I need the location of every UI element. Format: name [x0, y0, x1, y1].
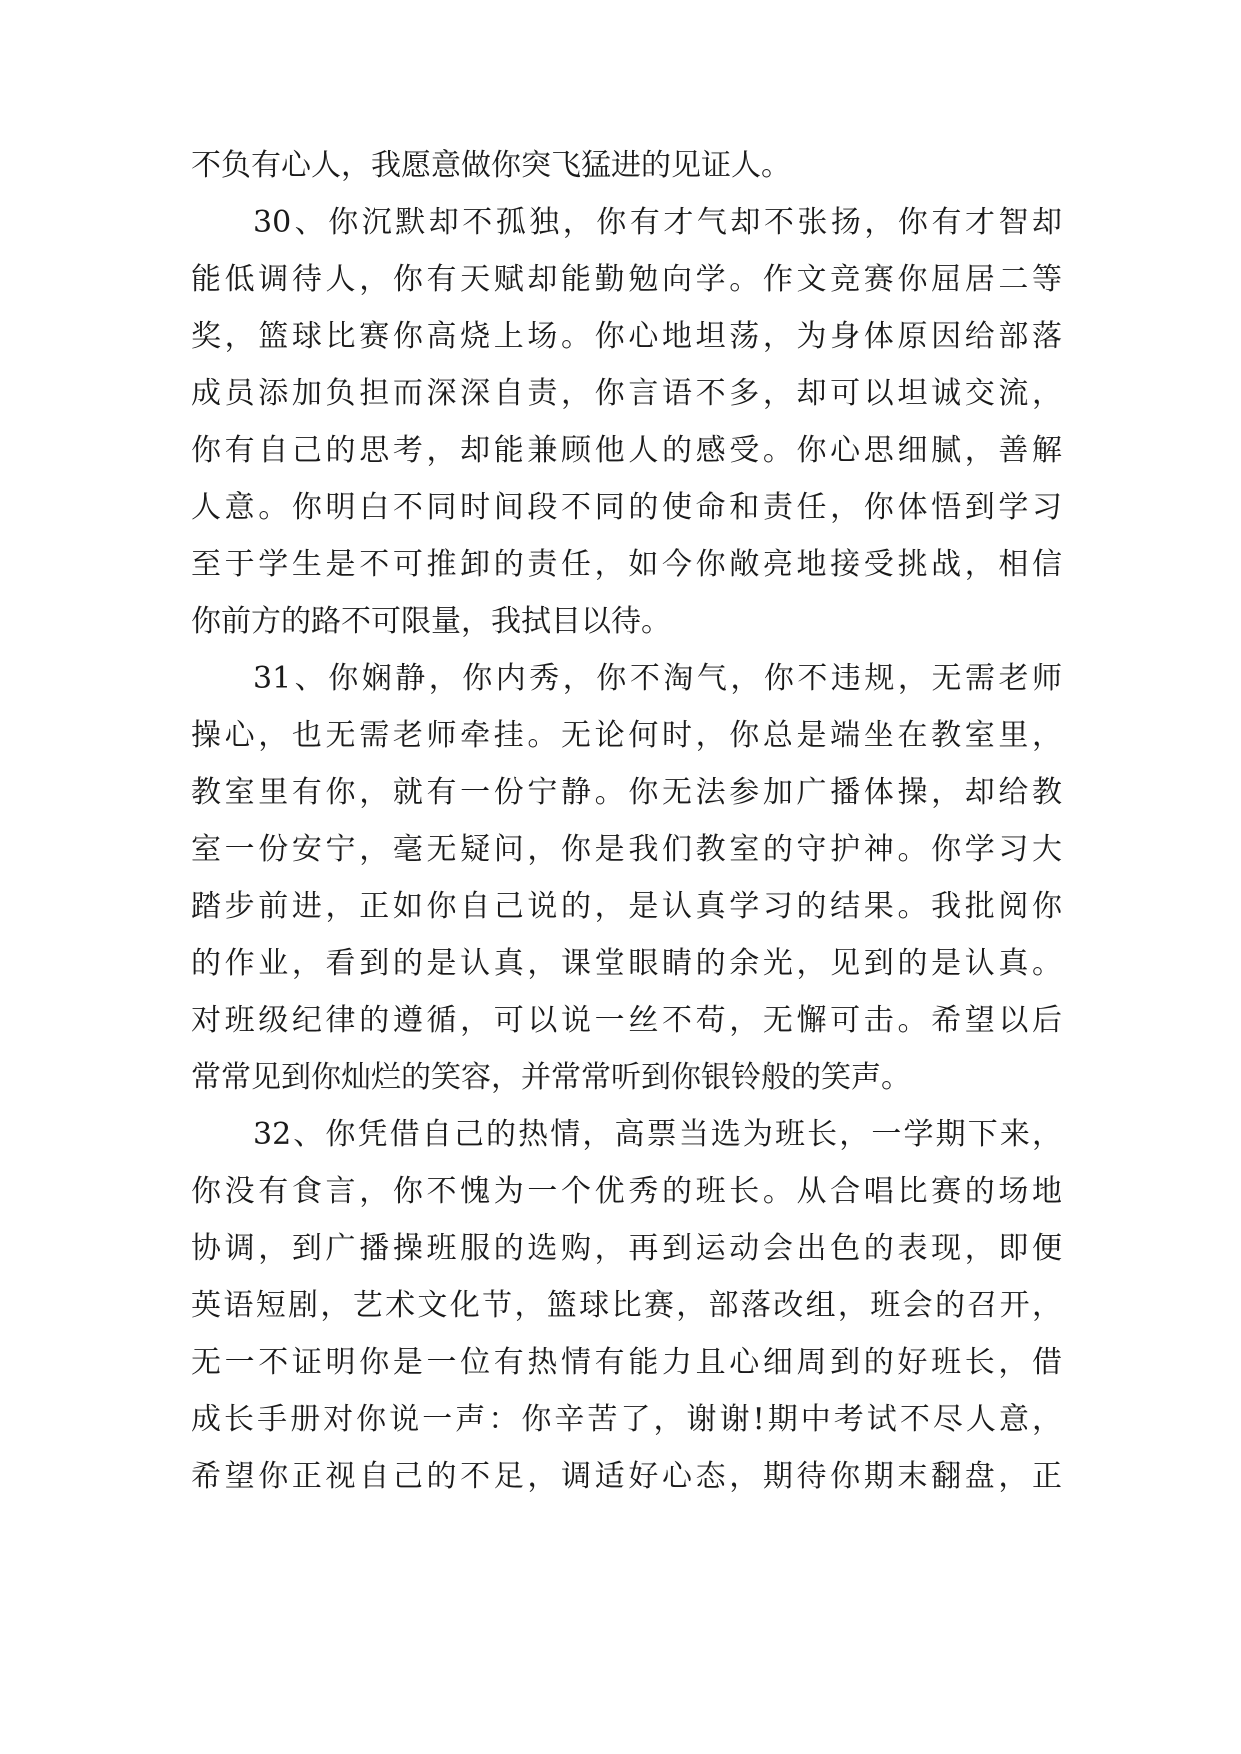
text-line: 成长手册对你说一声：你辛苦了，谢谢!期中考试不尽人意，: [191, 1402, 1062, 1437]
text-line: 你前方的路不可限量，我拭目以待。: [191, 604, 671, 639]
text-line: 协调，到广播操班服的选购，再到运动会出色的表现，即便: [191, 1231, 1062, 1266]
text-line: 不负有心人，我愿意做你突飞猛进的见证人。: [191, 148, 791, 183]
text-line: 奖，篮球比赛你高烧上场。你心地坦荡，为身体原因给部落: [191, 319, 1062, 354]
text-line: 成员添加负担而深深自责，你言语不多，却可以坦诚交流，: [191, 376, 1062, 411]
text-line: 对班级纪律的遵循，可以说一丝不苟，无懈可击。希望以后: [191, 1003, 1062, 1038]
text-line: 英语短剧，艺术文化节，篮球比赛，部落改组，班会的召开，: [191, 1288, 1062, 1323]
text-line: 的作业，看到的是认真，课堂眼睛的余光，见到的是认真。: [191, 946, 1062, 981]
text-line: 人意。你明白不同时间段不同的使命和责任，你体悟到学习: [191, 490, 1062, 525]
text-line: 常常见到你灿烂的笑容，并常常听到你银铃般的笑声。: [191, 1060, 911, 1095]
paragraph-32-first-line: 32、你凭借自己的热情，高票当选为班长，一学期下来，: [253, 1117, 1062, 1152]
text-line: 至于学生是不可推卸的责任，如今你敞亮地接受挑战，相信: [191, 547, 1062, 582]
paragraph-30-first-line: 30、你沉默却不孤独，你有才气却不张扬，你有才智却: [253, 205, 1062, 240]
text-line: 能低调待人，你有天赋却能勤勉向学。作文竞赛你屈居二等: [191, 262, 1062, 297]
text-line: 踏步前进，正如你自己说的，是认真学习的结果。我批阅你: [191, 889, 1062, 924]
text-line: 教室里有你，就有一份宁静。你无法参加广播体操，却给教: [191, 775, 1062, 810]
text-line: 你有自己的思考，却能兼顾他人的感受。你心思细腻，善解: [191, 433, 1062, 468]
text-line: 无一不证明你是一位有热情有能力且心细周到的好班长，借: [191, 1345, 1062, 1380]
text-line: 操心，也无需老师牵挂。无论何时，你总是端坐在教室里，: [191, 718, 1062, 753]
text-line: 你没有食言，你不愧为一个优秀的班长。从合唱比赛的场地: [191, 1174, 1062, 1209]
paragraph-31-first-line: 31、你娴静，你内秀，你不淘气，你不违规，无需老师: [253, 661, 1062, 696]
text-line: 室一份安宁，毫无疑问，你是我们教室的守护神。你学习大: [191, 832, 1062, 867]
text-line: 希望你正视自己的不足，调适好心态，期待你期末翻盘，正: [191, 1459, 1062, 1494]
